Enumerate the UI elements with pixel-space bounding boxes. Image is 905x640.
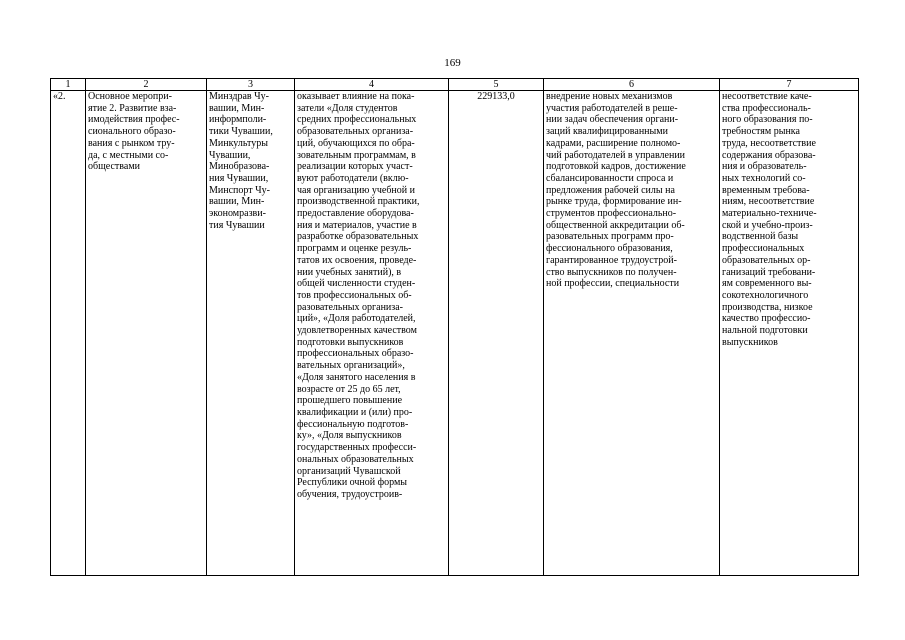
measure-name-cell: Основное меропри- ятие 2. Развитие вза- имодействия профес- сионального образо- вания с рынком тру- да, с местными со- обществами [86,91,207,576]
table-row [51,91,859,576]
responsible-executors-cell: Минздрав Чу- вашии, Мин- информполи- тики Чувашии, Минкультуры Чувашии, Минобразова- ния Чувашии, Минспорт Чу- вашии, Мин- экономразви- тия Чувашии [207,91,295,576]
program-table [50,78,859,576]
row-number-cell: «2. [51,91,86,576]
column-number-7: 7 [720,79,859,91]
column-number-1: 1 [51,79,86,91]
funding-amount-cell: 229133,0 [449,91,544,576]
column-number-6: 6 [544,79,720,91]
indicator-influence-cell: оказывает влияние на пока- затели «Доля студентов средних профессиональных образовательных организа- ций, обучающихся по обра- зовательным программам, в реализации которых участ- вуют работодатели (вклю- чая организацию учебной и производственной практики, предоставление оборудова- ния и материалов, участие в разработке образовательных программ и оценке резуль- татов их освоения, проведе- нии учебных занятий), в общей численности студен- тов профессиональных об- разовательных организа- ций», «Доля работодателей, удовлетворенных качеством подготовки выпускников профессиональных образо- вательных организаций», «Доля занятого населения в возрасте от 25 до 65 лет, прошедшего повышение квалификации и (или) про- фессиональную подготов- ку», «Доля выпускников государственных професси- ональных образовательных организаций Чувашской Республики очной формы обучения, трудоустроив- [295,91,449,576]
column-number-3: 3 [207,79,295,91]
column-number-5: 5 [449,79,544,91]
table-header-row [51,79,859,91]
page-number: 169 [444,57,461,69]
risks-cell: несоответствие каче- ства профессиональ- ного образования по- требностям рынка труда, несоответствие содержания образова- ния и образователь- ных технологий со- временным требова- ниям, несоответствие материально-техниче- ской и учебно-произ- водственной базы профессиональных образовательных ор- ганизаций требовани- ям современного вы- сокотехнологичного производства, низкое качество профессио- нальной подготовки выпускников [720,91,859,576]
column-number-4: 4 [295,79,449,91]
expected-results-cell: внедрение новых механизмов участия работодателей в реше- нии задач обеспечения органи- заций квалифицированными кадрами, расширение полномо- чий работодателей в управлении подготовкой кадров, достижение сбалансированности спроса и предложения рабочей силы на рынке труда, формирование ин- струментов профессионально- общественной аккредитации об- разовательных программ про- фессионального образования, гарантированное трудоустрой- ство выпускников по получен- ной профессии, специальности [544,91,720,576]
column-number-2: 2 [86,79,207,91]
